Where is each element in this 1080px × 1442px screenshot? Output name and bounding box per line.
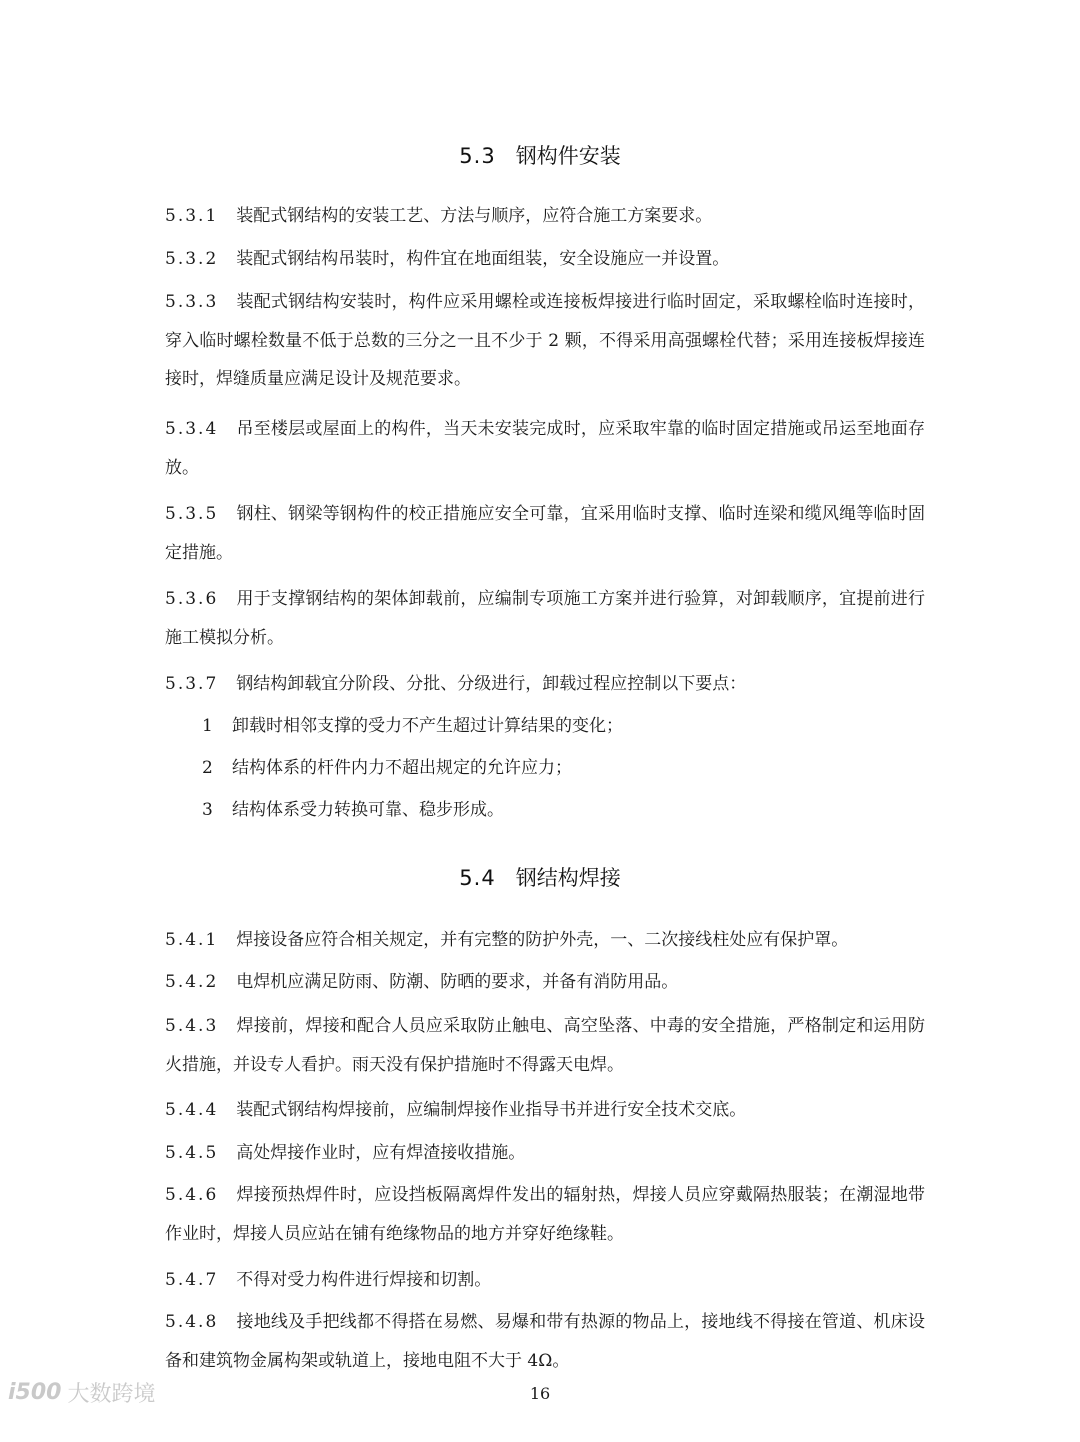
list-item-text: 卸载时相邻支撑的受力不产生超过计算结果的变化； — [232, 716, 623, 736]
clause-5-3-7 — [165, 665, 925, 704]
section-heading-5-4 — [0, 862, 1080, 892]
clause-number: 5.4.5 — [165, 1143, 219, 1163]
clause-number: 5.4.6 — [165, 1185, 219, 1205]
clause-5-4-6 — [165, 1176, 925, 1253]
watermark-logo-icon: i500 — [8, 1380, 62, 1405]
clause-number: 5.3.2 — [165, 249, 219, 269]
section-number: 5.3 — [459, 144, 496, 168]
clause-number: 5.4.4 — [165, 1100, 219, 1120]
clause-text: 吊至楼层或屋面上的构件，当天未安装完成时，应采取牢靠的临时固定措施或吊运至地面存放。 — [165, 419, 925, 478]
clause-text: 焊接预热焊件时，应设挡板隔离焊件发出的辐射热，焊接人员应穿戴隔热服装；在潮湿地带作业时，焊接人员应站在铺有绝缘物品的地方并穿好绝缘鞋。 — [165, 1185, 925, 1244]
clause-5-3-3 — [165, 283, 925, 399]
clause-text: 装配式钢结构的安装工艺、方法与顺序，应符合施工方案要求。 — [236, 206, 713, 226]
clause-text: 装配式钢结构焊接前，应编制焊接作业指导书并进行安全技术交底。 — [236, 1100, 747, 1120]
clause-5-4-8 — [165, 1303, 925, 1380]
clause-number: 5.4.1 — [165, 930, 219, 950]
list-item-number: 2 — [202, 758, 213, 778]
clause-text: 焊接设备应符合相关规定，并有完整的防护外壳，一、二次接线柱处应有保护罩。 — [236, 930, 849, 950]
clause-5-3-4 — [165, 410, 925, 487]
clause-number: 5.3.4 — [165, 419, 219, 439]
clause-text: 用于支撑钢结构的架体卸载前，应编制专项施工方案并进行验算，对卸载顺序，宜提前进行施工模拟分析。 — [165, 589, 925, 648]
clause-text: 接地线及手把线都不得搭在易燃、易爆和带有热源的物品上，接地线不得接在管道、机床设备和建筑物金属构架或轨道上，接地电阻不大于 4Ω。 — [165, 1312, 925, 1371]
clause-5-4-7 — [165, 1261, 925, 1300]
clause-5-4-4 — [165, 1091, 925, 1130]
clause-5-4-5 — [165, 1134, 925, 1173]
clause-5-3-5 — [165, 495, 925, 572]
clause-number: 5.4.3 — [165, 1016, 219, 1036]
clause-text: 钢柱、钢梁等钢构件的校正措施应安全可靠，宜采用临时支撑、临时连梁和缆风绳等临时固定措施。 — [165, 504, 925, 563]
clause-text: 钢结构卸载宜分阶段、分批、分级进行，卸载过程应控制以下要点： — [236, 674, 747, 694]
clause-text: 焊接前，焊接和配合人员应采取防止触电、高空坠落、中毒的安全措施，严格制定和运用防火措施，并设专人看护。雨天没有保护措施时不得露天电焊。 — [165, 1016, 925, 1075]
clause-text: 高处焊接作业时，应有焊渣接收措施。 — [236, 1143, 526, 1163]
list-item — [202, 749, 922, 788]
clause-number: 5.4.2 — [165, 972, 219, 992]
section-title: 钢构件安装 — [515, 144, 621, 168]
list-item — [202, 791, 922, 830]
clause-5-3-1 — [165, 197, 925, 236]
clause-5-4-2 — [165, 963, 925, 1002]
list-item-number: 3 — [202, 800, 213, 820]
section-title: 钢结构焊接 — [515, 866, 621, 890]
list-item-text: 结构体系受力转换可靠、稳步形成。 — [232, 800, 504, 820]
clause-5-4-1 — [165, 921, 925, 960]
clause-text: 装配式钢结构吊装时，构件宜在地面组装，安全设施应一并设置。 — [236, 249, 730, 269]
clause-number: 5.4.7 — [165, 1270, 219, 1290]
clause-number: 5.3.6 — [165, 589, 219, 609]
clause-5-3-6 — [165, 580, 925, 657]
clause-number: 5.3.3 — [165, 292, 219, 312]
clause-5-3-2 — [165, 240, 925, 279]
clause-5-4-3 — [165, 1007, 925, 1084]
clause-number: 5.3.7 — [165, 674, 219, 694]
clause-number: 5.3.5 — [165, 504, 219, 524]
clause-text: 装配式钢结构安装时，构件应采用螺栓或连接板焊接进行临时固定，采取螺栓临时连接时，穿入临时螺栓数量不低于总数的三分之一且不少于 2 颗，不得采用高强螺栓代替；采用连接板焊接连接时，焊缝质量应满足设计及规范要求。 — [165, 292, 925, 389]
clause-number: 5.3.1 — [165, 206, 219, 226]
section-heading-5-3 — [0, 140, 1080, 170]
list-item-number: 1 — [202, 716, 213, 736]
page-number: 16 — [529, 1384, 551, 1403]
clause-number: 5.4.8 — [165, 1312, 219, 1332]
list-item-text: 结构体系的杆件内力不超出规定的允许应力； — [232, 758, 572, 778]
list-item — [202, 707, 922, 746]
watermark-text: 大数跨境 — [67, 1382, 156, 1407]
section-number: 5.4 — [459, 866, 496, 890]
clause-text: 不得对受力构件进行焊接和切割。 — [236, 1270, 492, 1290]
clause-text: 电焊机应满足防雨、防潮、防晒的要求，并备有消防用品。 — [236, 972, 679, 992]
